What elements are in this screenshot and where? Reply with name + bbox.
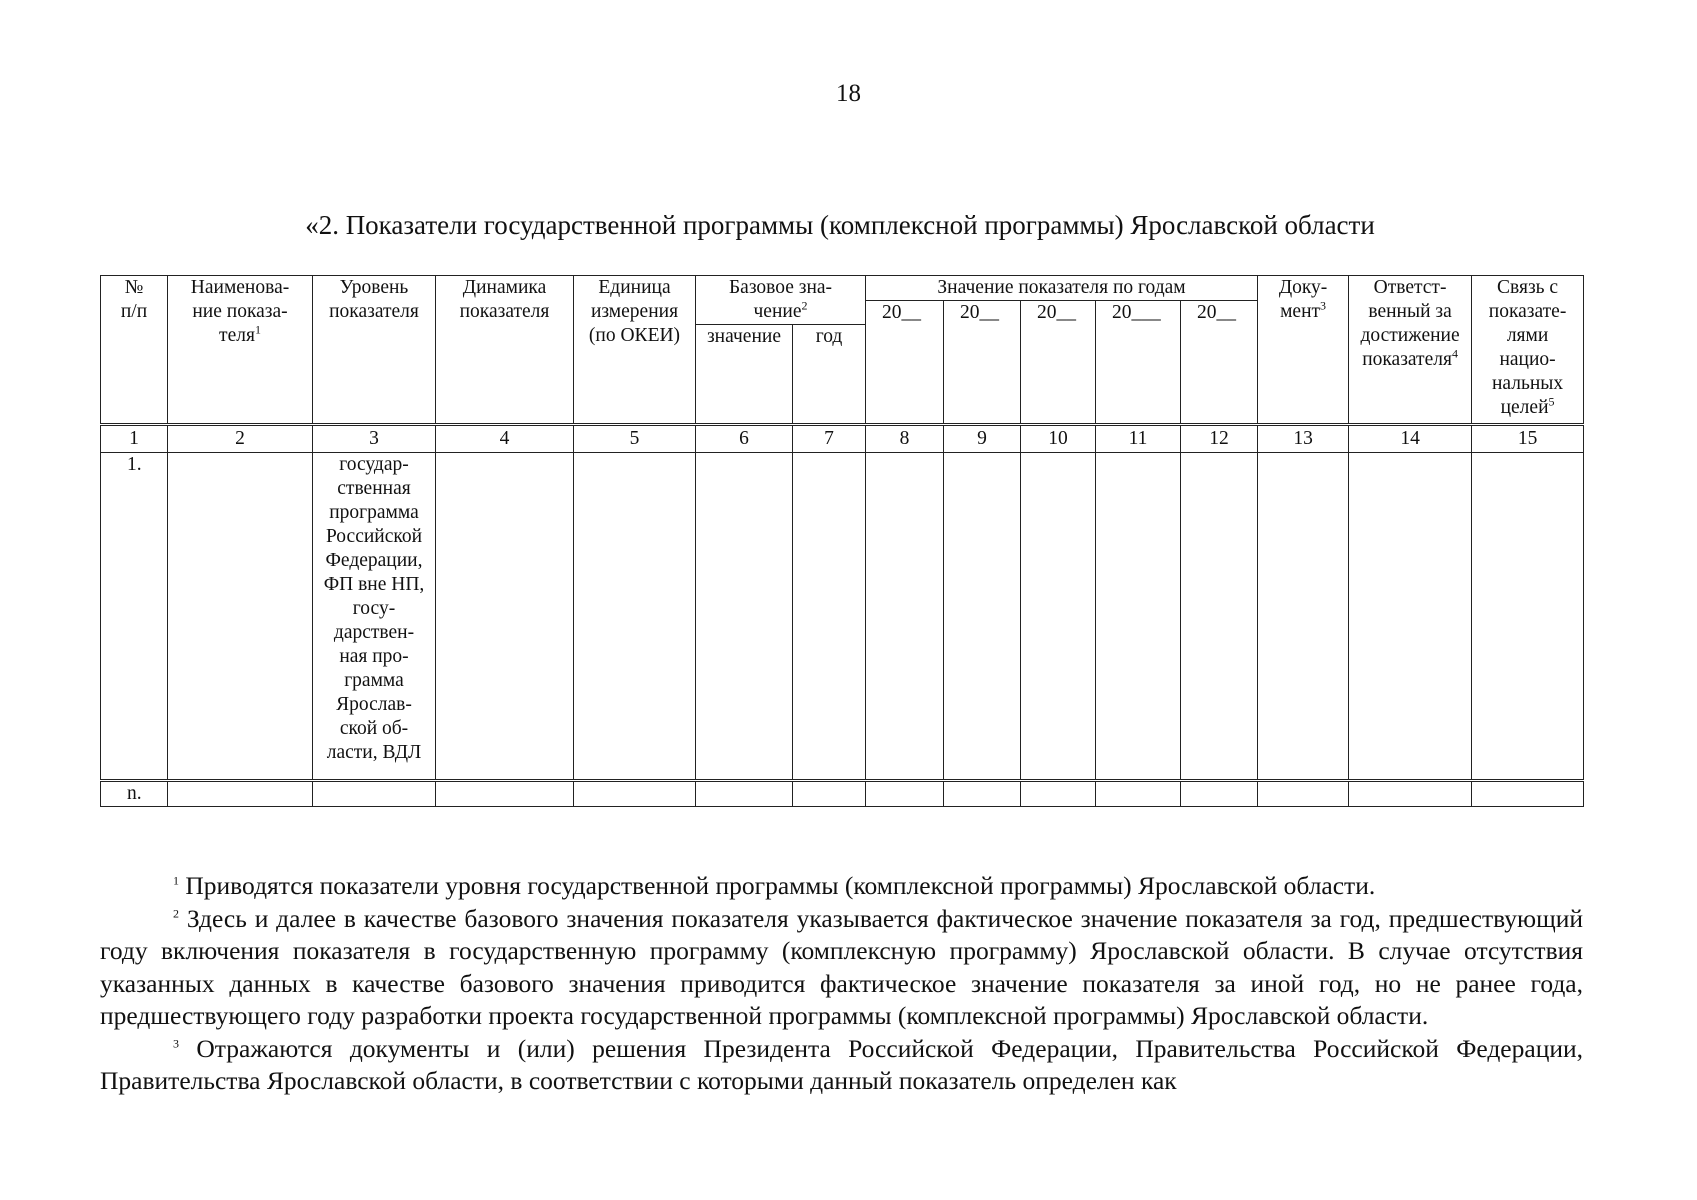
- header-document: Доку- мент$^3$: [1258, 276, 1349, 425]
- header-year: 20___: [1096, 301, 1181, 425]
- column-number: 1: [101, 425, 168, 453]
- header-year: 20__: [866, 301, 944, 425]
- header-unit: Единица измерения (по ОКЕИ): [574, 276, 696, 425]
- footnote-3: $^3$ Отражаются документы и (или) решения Президента Российской Федерации, Правительства Российской Федерации, Правительства Ярославской области, в соответствии с которыми данный показатель определен как: [100, 1033, 1584, 1095]
- table-cell: [696, 781, 793, 807]
- table-cell: [1258, 453, 1349, 781]
- column-number: 5: [574, 425, 696, 453]
- table-cell: [793, 453, 866, 781]
- table-cell: [168, 781, 313, 807]
- footnote-2: $^2$ Здесь и далее в качестве базового значения показателя указывается фактическое значение показателя за год, предшествующий году включения показателя в государственную программу (комплексную программу) Ярославской области. В случае отсутствия указанных данных в качестве базового значения приводится фактическое значение показателя за иной год, но не ранее года, предшествующего году разработки проекта государственной программы (комплексной программы) Ярославской области.: [100, 903, 1584, 1030]
- column-number: 7: [793, 425, 866, 453]
- table-cell: [1181, 781, 1258, 807]
- column-number: 12: [1181, 425, 1258, 453]
- header-national-goals: Связь с показате- лями нацио- нальных целей$^5$: [1472, 276, 1584, 425]
- table-row: [101, 453, 1584, 781]
- column-numbers-row: [101, 425, 1584, 453]
- column-number: 11: [1096, 425, 1181, 453]
- row-number: 1.: [101, 453, 168, 781]
- indicator-level-cell: государ- ственная программа Российской Федерации, ФП вне НП, госу- дарствен- ная про- грамма Ярослав- ской об- ласти, ВДЛ: [313, 453, 436, 781]
- header-year: 20__: [1181, 301, 1258, 425]
- header-base-value: значение: [696, 325, 793, 425]
- table-cell: [866, 781, 944, 807]
- column-number: 2: [168, 425, 313, 453]
- table-cell: [866, 453, 944, 781]
- column-number: 15: [1472, 425, 1584, 453]
- footnote-1: $^1$ Приводятся показатели уровня государственной программы (комплексной программы) Ярославской области.: [173, 871, 1376, 900]
- page-number: 18: [836, 80, 861, 107]
- table-cell: [1258, 781, 1349, 807]
- column-number: 13: [1258, 425, 1349, 453]
- header-base-year: год: [793, 325, 866, 425]
- table-cell: [168, 453, 313, 781]
- table-header-row: [101, 276, 1584, 301]
- section-title: «2. Показатели государственной программы (комплексной программы) Ярославской области: [305, 210, 1375, 240]
- table-row: [101, 781, 1584, 807]
- column-number: 14: [1349, 425, 1472, 453]
- header-responsible: Ответст- венный за достижение показателя$^4$: [1349, 276, 1472, 425]
- row-number: n.: [101, 781, 168, 807]
- table-cell: [1349, 781, 1472, 807]
- indicators-table: [100, 275, 1584, 807]
- table-cell: [313, 781, 436, 807]
- table-cell: [1349, 453, 1472, 781]
- table-cell: [574, 453, 696, 781]
- table-cell: [1472, 781, 1584, 807]
- footnotes: [100, 870, 1583, 1098]
- table-cell: [793, 781, 866, 807]
- table-cell: [1472, 453, 1584, 781]
- header-year: 20__: [1021, 301, 1096, 425]
- table-cell: [1096, 453, 1181, 781]
- header-base-value-group: Базовое зна- чение$^2$: [696, 276, 866, 325]
- table-cell: [1181, 453, 1258, 781]
- table-cell: [1096, 781, 1181, 807]
- column-number: 4: [436, 425, 574, 453]
- header-year: 20__: [944, 301, 1021, 425]
- column-number: 8: [866, 425, 944, 453]
- table-cell: [944, 781, 1021, 807]
- header-indicator-name: Наименова- ние показа- теля$^1$: [168, 276, 313, 425]
- column-number: 3: [313, 425, 436, 453]
- table-cell: [944, 453, 1021, 781]
- header-indicator-level: Уровень показателя: [313, 276, 436, 425]
- table-cell: [574, 781, 696, 807]
- table-cell: [436, 781, 574, 807]
- header-years-group: Значение показателя по годам: [866, 276, 1258, 301]
- table-cell: [1021, 453, 1096, 781]
- header-number: № п/п: [101, 276, 168, 425]
- table-cell: [696, 453, 793, 781]
- column-number: 6: [696, 425, 793, 453]
- table-cell: [1021, 781, 1096, 807]
- column-number: 9: [944, 425, 1021, 453]
- header-indicator-dynamics: Динамика показателя: [436, 276, 574, 425]
- table-cell: [436, 453, 574, 781]
- column-number: 10: [1021, 425, 1096, 453]
